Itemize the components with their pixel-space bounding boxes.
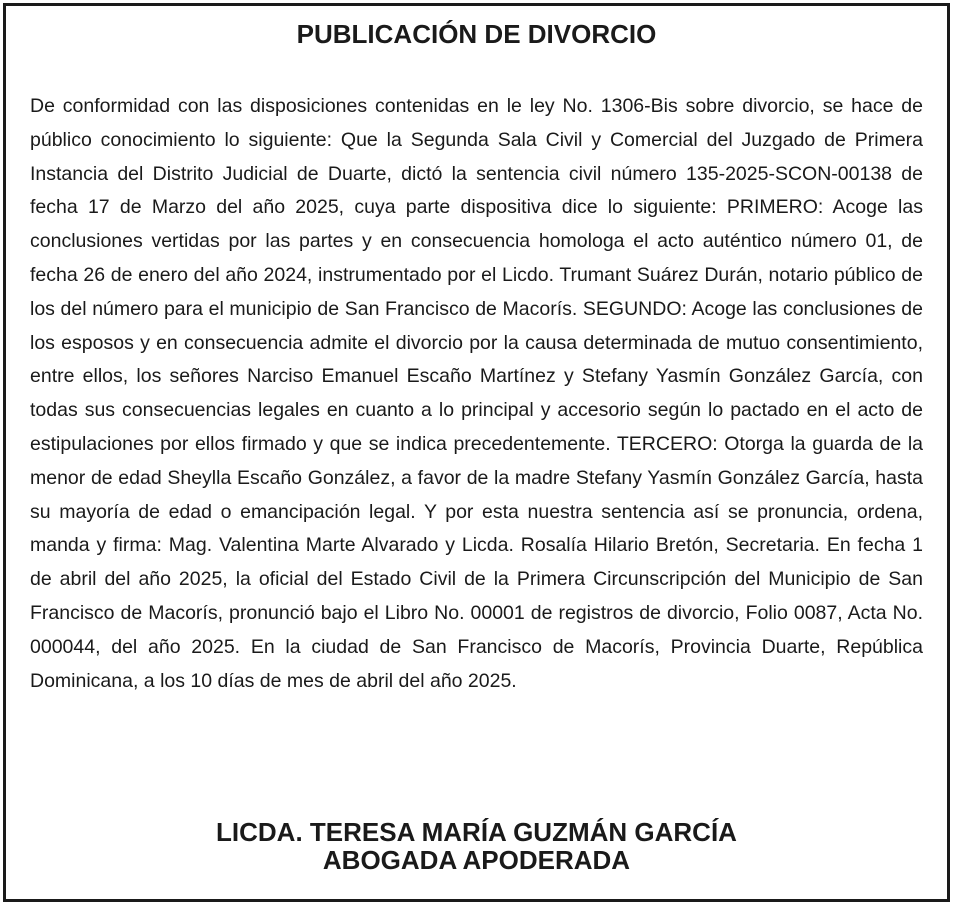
- signature-block: [6, 818, 947, 874]
- signature-name: LICDA. TERESA MARÍA GUZMÁN GARCÍA: [216, 817, 737, 847]
- notice-title: PUBLICACIÓN DE DIVORCIO: [296, 19, 657, 49]
- notice-body: De conformidad con las disposiciones contenidas en le ley No. 1306-Bis sobre divorcio, se hace de público conocimiento lo siguiente: Que la Segunda Sala Civil y Comercial del Juzgado de Primera Instancia del Distrito Judicial de Duarte, dictó la sentencia civil número 135-2025-SCON-00138 de fecha 17 de Marzo del año 2025, cuya parte dispositiva dice lo siguiente: PRIMERO: Acoge las conclusiones vertidas por las partes y en consecuencia homologa el acto auténtico número 01, de fecha 26 de enero del año 2024, instrumentado por el Licdo. Trumant Suárez Durán, notario público de los del número para el municipio de San Francisco de Macorís. SEGUNDO: Acoge las conclusiones de los esposos y en consecuencia admite el divorcio por la causa determinada de mutuo consentimiento, entre ellos, los señores Narciso Emanuel Escaño Martínez y Stefany Yasmín González García, con todas sus consecuencias legales en cuanto a lo principal y accesorio según lo pactado en el acto de estipulaciones por ellos firmado y que se indica precedentemente. TERCERO: Otorga la guarda de la menor de edad Sheylla Escaño González, a favor de la madre Stefany Yasmín González García, hasta su mayoría de edad o emancipación legal. Y por esta nuestra sentencia así se pronuncia, ordena, manda y firma: Mag. Valentina Marte Alvarado y Licda. Rosalía Hilario Bretón, Secretaria. En fecha 1 de abril del año 2025, la oficial del Estado Civil de la Primera Circunscripción del Municipio de San Francisco de Macorís, pronunció bajo el Libro No. 00001 de registros de divorcio, Folio 0087, Acta No. 000044, del año 2025. En la ciudad de San Francisco de Macorís, Provincia Duarte, República Dominicana, a los 10 días de mes de abril del año 2025.: [30, 95, 923, 692]
- signature-role: ABOGADA APODERADA: [322, 845, 631, 875]
- divorce-notice: [3, 3, 950, 902]
